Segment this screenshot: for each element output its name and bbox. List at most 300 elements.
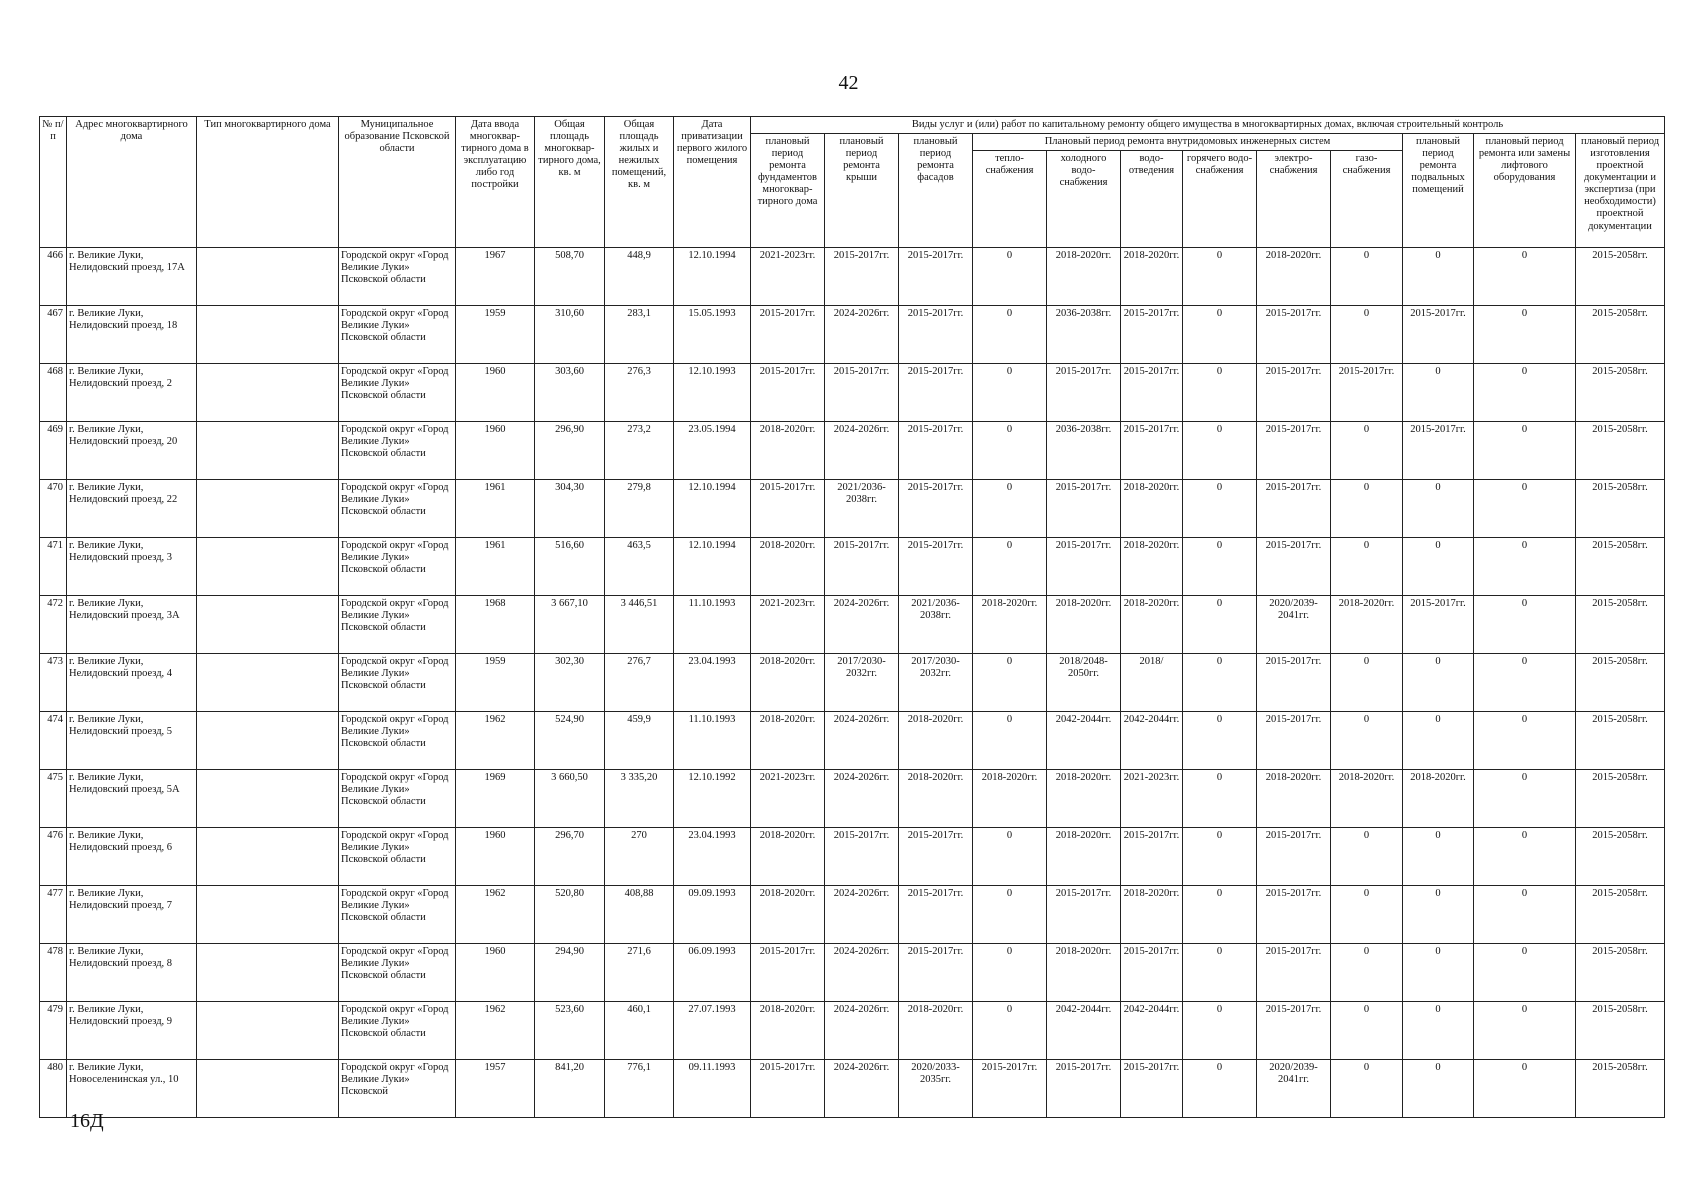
header-heat: тепло-снабжения [973, 151, 1047, 248]
cell-type [197, 712, 339, 770]
cell-elevator: 0 [1474, 596, 1576, 654]
cell-design: 2015-2058гг. [1576, 886, 1665, 944]
cell-basement: 2015-2017гг. [1403, 422, 1474, 480]
cell-hot-water: 0 [1183, 422, 1257, 480]
cell-roof: 2017/2030-2032гг. [825, 654, 899, 712]
cell-roof: 2024-2026гг. [825, 596, 899, 654]
cell-electric: 2015-2017гг. [1257, 886, 1331, 944]
cell-living-area: 408,88 [605, 886, 674, 944]
cell-address: г. Великие Луки, Нелидовский проезд, 3 [67, 538, 197, 596]
cell-type [197, 422, 339, 480]
cell-roof: 2015-2017гг. [825, 364, 899, 422]
cell-cold-water: 2015-2017гг. [1047, 886, 1121, 944]
header-roof: плановый период ремонта крыши [825, 134, 899, 248]
cell-year: 1961 [456, 480, 535, 538]
cell-hot-water: 0 [1183, 828, 1257, 886]
cell-living-area: 276,3 [605, 364, 674, 422]
cell-design: 2015-2058гг. [1576, 596, 1665, 654]
cell-facade: 2015-2017гг. [899, 480, 973, 538]
cell-roof: 2024-2026гг. [825, 770, 899, 828]
cell-address: г. Великие Луки, Нелидовский проезд, 5А [67, 770, 197, 828]
cell-foundation: 2018-2020гг. [751, 828, 825, 886]
cell-year: 1960 [456, 364, 535, 422]
cell-heat: 0 [973, 712, 1047, 770]
header-no: № п/п [40, 117, 67, 248]
cell-gas: 0 [1331, 248, 1403, 306]
cell-cold-water: 2042-2044гг. [1047, 1002, 1121, 1060]
cell-cold-water: 2015-2017гг. [1047, 480, 1121, 538]
cell-basement: 0 [1403, 944, 1474, 1002]
cell-year: 1959 [456, 654, 535, 712]
cell-municipality: Городской округ «Город Великие Луки» Псковской области [339, 538, 456, 596]
cell-electric: 2015-2017гг. [1257, 1002, 1331, 1060]
cell-foundation: 2021-2023гг. [751, 596, 825, 654]
cell-privatization: 12.10.1992 [674, 770, 751, 828]
cell-sewer: 2018-2020гг. [1121, 480, 1183, 538]
cell-facade: 2021/2036-2038гг. [899, 596, 973, 654]
cell-facade: 2015-2017гг. [899, 364, 973, 422]
cell-elevator: 0 [1474, 944, 1576, 1002]
cell-cold-water: 2018-2020гг. [1047, 248, 1121, 306]
cell-basement: 0 [1403, 712, 1474, 770]
cell-no: 469 [40, 422, 67, 480]
cell-cold-water: 2015-2017гг. [1047, 538, 1121, 596]
page-number: 42 [838, 72, 859, 94]
cell-cold-water: 2018-2020гг. [1047, 828, 1121, 886]
table-row [40, 944, 1665, 1002]
cell-roof: 2024-2026гг. [825, 712, 899, 770]
cell-sewer: 2042-2044гг. [1121, 1002, 1183, 1060]
cell-sewer: 2018-2020гг. [1121, 538, 1183, 596]
cell-living-area: 276,7 [605, 654, 674, 712]
cell-cold-water: 2036-2038гг. [1047, 306, 1121, 364]
cell-electric: 2015-2017гг. [1257, 480, 1331, 538]
cell-design: 2015-2058гг. [1576, 1060, 1665, 1118]
cell-gas: 0 [1331, 654, 1403, 712]
cell-heat: 0 [973, 248, 1047, 306]
cell-electric: 2015-2017гг. [1257, 828, 1331, 886]
cell-gas: 0 [1331, 944, 1403, 1002]
cell-elevator: 0 [1474, 1002, 1576, 1060]
cell-cold-water: 2018-2020гг. [1047, 770, 1121, 828]
cell-address: г. Великие Луки, Новоселенинская ул., 10 [67, 1060, 197, 1118]
cell-basement: 2015-2017гг. [1403, 306, 1474, 364]
cell-privatization: 23.04.1993 [674, 654, 751, 712]
cell-privatization: 12.10.1994 [674, 538, 751, 596]
cell-cold-water: 2018-2020гг. [1047, 596, 1121, 654]
cell-facade: 2015-2017гг. [899, 944, 973, 1002]
cell-facade: 2018-2020гг. [899, 712, 973, 770]
cell-type [197, 1002, 339, 1060]
cell-foundation: 2021-2023гг. [751, 248, 825, 306]
cell-foundation: 2018-2020гг. [751, 654, 825, 712]
cell-address: г. Великие Луки, Нелидовский проезд, 5 [67, 712, 197, 770]
cell-elevator: 0 [1474, 248, 1576, 306]
cell-privatization: 12.10.1994 [674, 248, 751, 306]
cell-roof: 2021/2036-2038гг. [825, 480, 899, 538]
cell-sewer: 2015-2017гг. [1121, 364, 1183, 422]
cell-design: 2015-2058гг. [1576, 1002, 1665, 1060]
cell-living-area: 3 446,51 [605, 596, 674, 654]
cell-design: 2015-2058гг. [1576, 944, 1665, 1002]
cell-foundation: 2018-2020гг. [751, 538, 825, 596]
cell-heat: 2018-2020гг. [973, 596, 1047, 654]
cell-hot-water: 0 [1183, 886, 1257, 944]
cell-foundation: 2015-2017гг. [751, 944, 825, 1002]
cell-total-area: 296,90 [535, 422, 605, 480]
cell-cold-water: 2015-2017гг. [1047, 364, 1121, 422]
cell-living-area: 463,5 [605, 538, 674, 596]
cell-design: 2015-2058гг. [1576, 364, 1665, 422]
cell-total-area: 524,90 [535, 712, 605, 770]
header-municipality: Муниципальное образование Псковской области [339, 117, 456, 248]
cell-living-area: 448,9 [605, 248, 674, 306]
cell-no: 475 [40, 770, 67, 828]
cell-no: 476 [40, 828, 67, 886]
cell-total-area: 302,30 [535, 654, 605, 712]
cell-heat: 2015-2017гг. [973, 1060, 1047, 1118]
cell-year: 1968 [456, 596, 535, 654]
cell-privatization: 12.10.1994 [674, 480, 751, 538]
cell-privatization: 15.05.1993 [674, 306, 751, 364]
cell-hot-water: 0 [1183, 1002, 1257, 1060]
cell-cold-water: 2042-2044гг. [1047, 712, 1121, 770]
cell-basement: 2018-2020гг. [1403, 770, 1474, 828]
footer-code: 16Д [70, 1110, 104, 1132]
cell-municipality: Городской округ «Город Великие Луки» Псковской [339, 1060, 456, 1118]
cell-heat: 0 [973, 364, 1047, 422]
cell-total-area: 310,60 [535, 306, 605, 364]
cell-foundation: 2015-2017гг. [751, 306, 825, 364]
cell-no: 468 [40, 364, 67, 422]
cell-type [197, 596, 339, 654]
header-elevator: плановый период ремонта или замены лифтового оборудования [1474, 134, 1576, 248]
cell-basement: 0 [1403, 364, 1474, 422]
cell-hot-water: 0 [1183, 596, 1257, 654]
cell-year: 1960 [456, 422, 535, 480]
table-row [40, 1002, 1665, 1060]
cell-type [197, 886, 339, 944]
cell-basement: 0 [1403, 1002, 1474, 1060]
table-header [40, 117, 1665, 248]
cell-sewer: 2018-2020гг. [1121, 886, 1183, 944]
cell-municipality: Городской округ «Город Великие Луки» Псковской области [339, 654, 456, 712]
cell-cold-water: 2018-2020гг. [1047, 944, 1121, 1002]
cell-cold-water: 2018/2048-2050гг. [1047, 654, 1121, 712]
cell-electric: 2015-2017гг. [1257, 422, 1331, 480]
cell-sewer: 2015-2017гг. [1121, 422, 1183, 480]
cell-electric: 2015-2017гг. [1257, 306, 1331, 364]
cell-sewer: 2015-2017гг. [1121, 1060, 1183, 1118]
cell-cold-water: 2036-2038гг. [1047, 422, 1121, 480]
cell-no: 466 [40, 248, 67, 306]
cell-no: 471 [40, 538, 67, 596]
cell-cold-water: 2015-2017гг. [1047, 1060, 1121, 1118]
table-row [40, 596, 1665, 654]
cell-basement: 2015-2017гг. [1403, 596, 1474, 654]
cell-sewer: 2018-2020гг. [1121, 596, 1183, 654]
cell-basement: 0 [1403, 480, 1474, 538]
cell-address: г. Великие Луки, Нелидовский проезд, 8 [67, 944, 197, 1002]
header-type: Тип многоквартирного дома [197, 117, 339, 248]
cell-hot-water: 0 [1183, 306, 1257, 364]
cell-basement: 0 [1403, 886, 1474, 944]
header-cold-water: холодного водо-снабжения [1047, 151, 1121, 248]
table-row [40, 538, 1665, 596]
cell-foundation: 2015-2017гг. [751, 364, 825, 422]
cell-total-area: 304,30 [535, 480, 605, 538]
cell-total-area: 841,20 [535, 1060, 605, 1118]
cell-privatization: 23.05.1994 [674, 422, 751, 480]
cell-elevator: 0 [1474, 886, 1576, 944]
cell-elevator: 0 [1474, 306, 1576, 364]
cell-type [197, 480, 339, 538]
cell-year: 1962 [456, 1002, 535, 1060]
cell-facade: 2018-2020гг. [899, 1002, 973, 1060]
header-living-area: Общая площадь жилых и нежилых помещений, кв. м [605, 117, 674, 248]
cell-sewer: 2015-2017гг. [1121, 944, 1183, 1002]
cell-roof: 2015-2017гг. [825, 538, 899, 596]
table-row [40, 654, 1665, 712]
table-row [40, 770, 1665, 828]
cell-total-area: 520,80 [535, 886, 605, 944]
cell-living-area: 3 335,20 [605, 770, 674, 828]
cell-municipality: Городской округ «Город Великие Луки» Псковской области [339, 1002, 456, 1060]
cell-design: 2015-2058гг. [1576, 422, 1665, 480]
cell-hot-water: 0 [1183, 364, 1257, 422]
cell-address: г. Великие Луки, Нелидовский проезд, 2 [67, 364, 197, 422]
table-body [40, 248, 1665, 1118]
cell-gas: 2018-2020гг. [1331, 770, 1403, 828]
cell-total-area: 516,60 [535, 538, 605, 596]
cell-gas: 2015-2017гг. [1331, 364, 1403, 422]
cell-type [197, 538, 339, 596]
cell-living-area: 279,8 [605, 480, 674, 538]
cell-facade: 2015-2017гг. [899, 306, 973, 364]
cell-electric: 2015-2017гг. [1257, 712, 1331, 770]
cell-privatization: 27.07.1993 [674, 1002, 751, 1060]
cell-total-area: 3 667,10 [535, 596, 605, 654]
cell-hot-water: 0 [1183, 770, 1257, 828]
cell-municipality: Городской округ «Город Великие Луки» Псковской области [339, 422, 456, 480]
cell-address: г. Великие Луки, Нелидовский проезд, 17А [67, 248, 197, 306]
cell-type [197, 770, 339, 828]
cell-facade: 2018-2020гг. [899, 770, 973, 828]
cell-elevator: 0 [1474, 364, 1576, 422]
header-works-group: Виды услуг и (или) работ по капитальному ремонту общего имущества в многоквартирных домах, включая строительный контроль [751, 117, 1665, 134]
cell-gas: 0 [1331, 1002, 1403, 1060]
cell-elevator: 0 [1474, 538, 1576, 596]
cell-year: 1961 [456, 538, 535, 596]
cell-year: 1967 [456, 248, 535, 306]
cell-type [197, 306, 339, 364]
table-row [40, 364, 1665, 422]
header-electric: электро-снабжения [1257, 151, 1331, 248]
cell-basement: 0 [1403, 538, 1474, 596]
cell-elevator: 0 [1474, 654, 1576, 712]
cell-electric: 2018-2020гг. [1257, 248, 1331, 306]
header-total-area: Общая площадь многоквар-тирного дома, кв. м [535, 117, 605, 248]
cell-roof: 2015-2017гг. [825, 248, 899, 306]
cell-no: 477 [40, 886, 67, 944]
cell-hot-water: 0 [1183, 944, 1257, 1002]
cell-address: г. Великие Луки, Нелидовский проезд, 7 [67, 886, 197, 944]
cell-elevator: 0 [1474, 1060, 1576, 1118]
cell-design: 2015-2058гг. [1576, 654, 1665, 712]
cell-year: 1960 [456, 828, 535, 886]
cell-total-area: 294,90 [535, 944, 605, 1002]
header-date-commissioned: Дата ввода многоквар-тирного дома в эксплуатацию либо год постройки [456, 117, 535, 248]
cell-living-area: 283,1 [605, 306, 674, 364]
cell-hot-water: 0 [1183, 1060, 1257, 1118]
cell-heat: 2018-2020гг. [973, 770, 1047, 828]
cell-no: 474 [40, 712, 67, 770]
cell-heat: 0 [973, 944, 1047, 1002]
cell-gas: 0 [1331, 306, 1403, 364]
cell-gas: 0 [1331, 1060, 1403, 1118]
cell-facade: 2015-2017гг. [899, 422, 973, 480]
cell-address: г. Великие Луки, Нелидовский проезд, 6 [67, 828, 197, 886]
cell-year: 1960 [456, 944, 535, 1002]
header-facade: плановый период ремонта фасадов [899, 134, 973, 248]
cell-municipality: Городской округ «Город Великие Луки» Псковской области [339, 770, 456, 828]
capital-repair-table [39, 116, 1665, 1118]
cell-facade: 2015-2017гг. [899, 538, 973, 596]
cell-elevator: 0 [1474, 712, 1576, 770]
cell-address: г. Великие Луки, Нелидовский проезд, 3А [67, 596, 197, 654]
cell-living-area: 460,1 [605, 1002, 674, 1060]
cell-privatization: 23.04.1993 [674, 828, 751, 886]
table-row [40, 886, 1665, 944]
cell-heat: 0 [973, 1002, 1047, 1060]
cell-address: г. Великие Луки, Нелидовский проезд, 18 [67, 306, 197, 364]
cell-gas: 0 [1331, 886, 1403, 944]
table-row [40, 1060, 1665, 1118]
cell-municipality: Городской округ «Город Великие Луки» Псковской области [339, 306, 456, 364]
cell-gas: 0 [1331, 538, 1403, 596]
cell-electric: 2015-2017гг. [1257, 364, 1331, 422]
table-row [40, 712, 1665, 770]
cell-elevator: 0 [1474, 828, 1576, 886]
cell-design: 2015-2058гг. [1576, 712, 1665, 770]
cell-basement: 0 [1403, 828, 1474, 886]
cell-heat: 0 [973, 654, 1047, 712]
cell-gas: 0 [1331, 480, 1403, 538]
cell-living-area: 459,9 [605, 712, 674, 770]
cell-address: г. Великие Луки, Нелидовский проезд, 9 [67, 1002, 197, 1060]
cell-year: 1962 [456, 886, 535, 944]
cell-year: 1959 [456, 306, 535, 364]
header-privatization-date: Дата приватизации первого жилого помещения [674, 117, 751, 248]
cell-address: г. Великие Луки, Нелидовский проезд, 4 [67, 654, 197, 712]
cell-facade: 2015-2017гг. [899, 886, 973, 944]
header-sewer: водо-отведения [1121, 151, 1183, 248]
cell-type [197, 828, 339, 886]
cell-no: 473 [40, 654, 67, 712]
cell-sewer: 2042-2044гг. [1121, 712, 1183, 770]
cell-privatization: 09.11.1993 [674, 1060, 751, 1118]
header-address: Адрес многоквартирного дома [67, 117, 197, 248]
cell-electric: 2018-2020гг. [1257, 770, 1331, 828]
cell-municipality: Городской округ «Город Великие Луки» Псковской области [339, 480, 456, 538]
cell-municipality: Городской округ «Город Великие Луки» Псковской области [339, 712, 456, 770]
cell-design: 2015-2058гг. [1576, 828, 1665, 886]
cell-type [197, 364, 339, 422]
cell-municipality: Городской округ «Город Великие Луки» Псковской области [339, 828, 456, 886]
cell-design: 2015-2058гг. [1576, 480, 1665, 538]
table-row [40, 248, 1665, 306]
cell-privatization: 11.10.1993 [674, 712, 751, 770]
cell-year: 1969 [456, 770, 535, 828]
cell-living-area: 273,2 [605, 422, 674, 480]
cell-living-area: 270 [605, 828, 674, 886]
cell-design: 2015-2058гг. [1576, 248, 1665, 306]
cell-gas: 0 [1331, 712, 1403, 770]
cell-total-area: 523,60 [535, 1002, 605, 1060]
cell-elevator: 0 [1474, 480, 1576, 538]
cell-no: 472 [40, 596, 67, 654]
table-row [40, 828, 1665, 886]
cell-design: 2015-2058гг. [1576, 306, 1665, 364]
cell-address: г. Великие Луки, Нелидовский проезд, 22 [67, 480, 197, 538]
cell-sewer: 2015-2017гг. [1121, 828, 1183, 886]
cell-heat: 0 [973, 828, 1047, 886]
cell-hot-water: 0 [1183, 712, 1257, 770]
cell-hot-water: 0 [1183, 654, 1257, 712]
header-design-docs: плановый период изготовления проектной документации и экспертиза (при необходимости) проектной документации [1576, 134, 1665, 248]
cell-electric: 2020/2039-2041гг. [1257, 1060, 1331, 1118]
cell-electric: 2015-2017гг. [1257, 944, 1331, 1002]
cell-total-area: 508,70 [535, 248, 605, 306]
cell-hot-water: 0 [1183, 480, 1257, 538]
cell-type [197, 654, 339, 712]
cell-facade: 2015-2017гг. [899, 248, 973, 306]
cell-foundation: 2018-2020гг. [751, 712, 825, 770]
cell-total-area: 296,70 [535, 828, 605, 886]
cell-gas: 0 [1331, 422, 1403, 480]
cell-roof: 2024-2026гг. [825, 944, 899, 1002]
header-basement: плановый период ремонта подвальных помещений [1403, 134, 1474, 248]
table-row [40, 306, 1665, 364]
cell-facade: 2015-2017гг. [899, 828, 973, 886]
table-row [40, 480, 1665, 538]
cell-design: 2015-2058гг. [1576, 770, 1665, 828]
cell-living-area: 271,6 [605, 944, 674, 1002]
cell-living-area: 776,1 [605, 1060, 674, 1118]
cell-roof: 2024-2026гг. [825, 1002, 899, 1060]
cell-total-area: 3 660,50 [535, 770, 605, 828]
cell-type [197, 1060, 339, 1118]
cell-electric: 2020/2039-2041гг. [1257, 596, 1331, 654]
cell-electric: 2015-2017гг. [1257, 538, 1331, 596]
cell-basement: 0 [1403, 1060, 1474, 1118]
cell-address: г. Великие Луки, Нелидовский проезд, 20 [67, 422, 197, 480]
cell-type [197, 944, 339, 1002]
cell-privatization: 12.10.1993 [674, 364, 751, 422]
cell-type [197, 248, 339, 306]
cell-sewer: 2018/ [1121, 654, 1183, 712]
cell-no: 478 [40, 944, 67, 1002]
cell-sewer: 2015-2017гг. [1121, 306, 1183, 364]
cell-municipality: Городской округ «Город Великие Луки» Псковской области [339, 248, 456, 306]
cell-municipality: Городской округ «Город Великие Луки» Псковской области [339, 596, 456, 654]
cell-foundation: 2015-2017гг. [751, 1060, 825, 1118]
cell-privatization: 11.10.1993 [674, 596, 751, 654]
cell-foundation: 2021-2023гг. [751, 770, 825, 828]
header-foundation: плановый период ремонта фундаментов многоквар-тирного дома [751, 134, 825, 248]
cell-elevator: 0 [1474, 770, 1576, 828]
cell-no: 470 [40, 480, 67, 538]
